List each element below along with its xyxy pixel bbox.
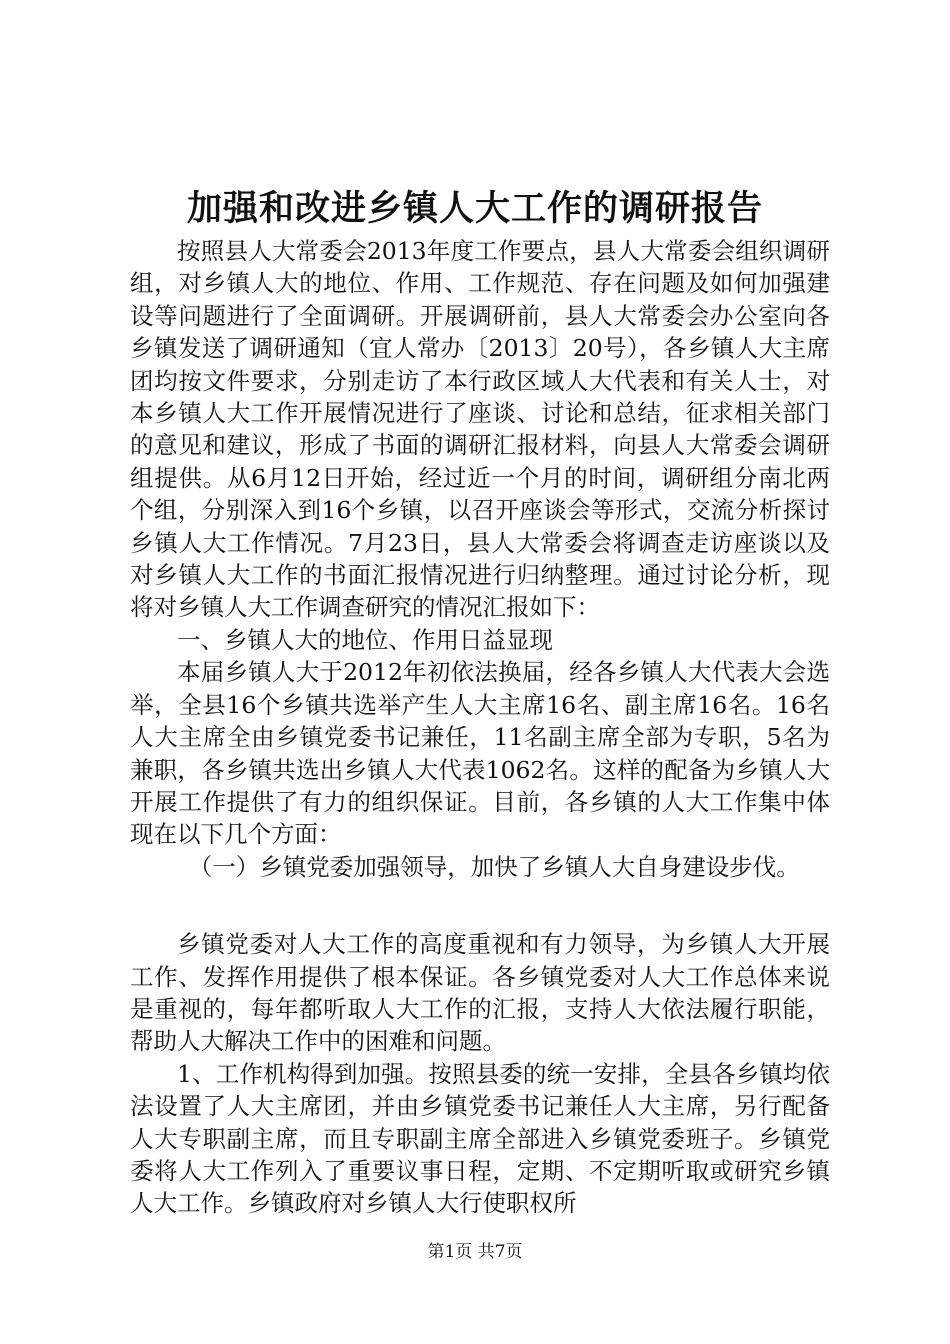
document-body [130,235,830,1220]
document-title: 加强和改进乡镇人大工作的调研报告 [186,189,763,229]
paragraph-section-1: 本届乡镇人大于2012年初依法换届，经各乡镇人大代表大会选举，全县16个乡镇共选举产生人大主席16名、副主席16名。16名人大主席全由乡镇党委书记兼任，11名副主席全部为专职，5名为兼职，各乡镇共选出乡镇人大代表1062名。这样的配备为乡镇人大开展工作提供了有力的组织保证。目前，各乡镇的人大工作集中体现在以下几个方面： [130,658,830,849]
paragraph-intro: 按照县人大常委会2013年度工作要点，县人大常委会组织调研组，对乡镇人大的地位、作用、工作规范、存在问题及如何加强建设等问题进行了全面调研。开展调研前，县人大常委会办公室向各乡镇发送了调研通知（宜人常办〔2013〕20号），各乡镇人大主席团均按文件要求，分别走访了本行政区域人大代表和有关人士，对本乡镇人大工作开展情况进行了座谈、讨论和总结，征求相关部门的意见和建议，形成了书面的调研汇报材料，向县人大常委会调研组提供。从6月12日开始，经过近一个月的时间，调研组分南北两个组，分别深入到16个乡镇，以召开座谈会等形式，交流分析探讨乡镇人大工作情况。7月23日，县人大常委会将调查走访座谈以及对乡镇人大工作的书面汇报情况进行归纳整理。通过讨论分析，现将对乡镇人大工作调查研究的情况汇报如下： [130,237,830,622]
paragraph-gap [130,883,830,928]
paragraph-party-leadership: 乡镇党委对人大工作的高度重视和有力领导，为乡镇人大开展工作、发挥作用提供了根本保证。各乡镇党委对人大工作总体来说是重视的，每年都听取人大工作的汇报，支持人大依法履行职能，帮助人大解决工作中的困难和问题。 [130,930,830,1056]
section-heading-1: 一、乡镇人大的地位、作用日益显现 [177,625,553,654]
page-number-footer: 第1页 共7页 [427,1242,523,1262]
paragraph-item-1: 1、工作机构得到加强。按照县委的统一安排，全县各乡镇均依法设置了人大主席团，并由乡镇党委书记兼任人大主席，另行配备人大专职副主席，而且专职副主席全部进入乡镇党委班子。乡镇党委将人大工作列入了重要议事日程，定期、不定期听取或研究乡镇人大工作。乡镇政府对乡镇人大行使职权所 [130,1059,830,1218]
subsection-heading-1: （一）乡镇党委加强领导，加快了乡镇人大自身建设步伐。 [188,852,800,881]
